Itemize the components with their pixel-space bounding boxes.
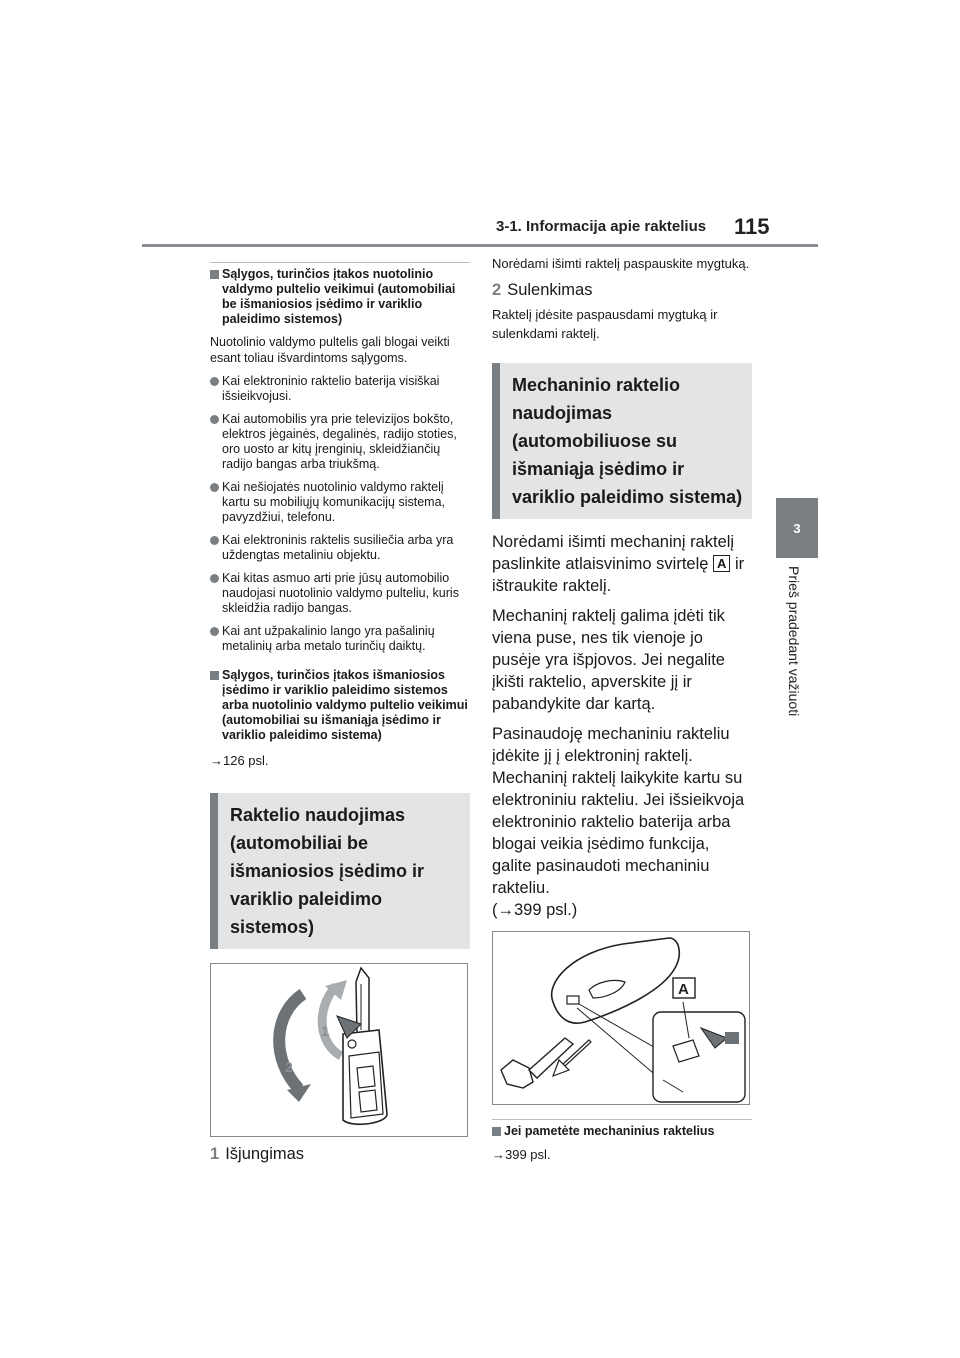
step-number: 2 (492, 281, 502, 299)
section-title: Raktelio naudojimas (automobiliai be išmaniosios įsėdimo ir variklio paleidimo sistemos) (230, 804, 425, 937)
chapter-label-area (752, 566, 832, 736)
list-item: Kai automobilis yra prie televizijos bokšto, elektros jėgainės, degalinės, radijo stoties, oro uosto ar kitų įrenginių, skleidžiančių radijo bangas arba triukšmą. (210, 412, 470, 472)
lost-keys-heading: Jei pametėte mechaninius raktelius (492, 1119, 752, 1139)
step-number: 1 (210, 1144, 220, 1163)
section-title-box (492, 363, 752, 519)
page-number: 115 (734, 214, 770, 239)
section-title-box (210, 793, 470, 949)
round-bullet-icon (210, 627, 219, 636)
key-fold-figure (210, 963, 468, 1137)
condition-intro: Nuotolinio valdymo pultelis gali blogai veikti esant toliau išvardintoms sąlygoms. (210, 335, 450, 365)
header-rule (142, 244, 818, 247)
step-1 (210, 1143, 470, 1165)
round-bullet-icon (210, 536, 219, 545)
list-item: Kai kitas asmuo arti prie jūsų automobilio naudojasi nuotolinio valdymo pulteliu, kuris skleidžia radijo bangas. (210, 571, 470, 616)
figure-label-a: A (678, 981, 689, 998)
page-reference: (→399 psl.) (492, 901, 578, 919)
round-bullet-icon (210, 483, 219, 492)
chapter-label: Prieš pradedant važiuoti (786, 566, 802, 717)
step-label: Išjungimas (225, 1144, 305, 1163)
list-item: Kai elektroninio raktelio baterija visiškai išsieikvojusi. (210, 374, 470, 404)
chapter-number: 3 (793, 520, 801, 536)
list-item: Kai ant užpakalinio lango yra pašalinių metalinių arba metalo turinčių daiktų. (210, 624, 470, 654)
list-item: Kai elektroninis raktelis susiliečia arba yra uždengtas metaliniu objektu. (210, 533, 470, 563)
paragraph-keep-key: Pasinaudoję mechaniniu rakteliu įdėkite jį į elektroninį raktelį. Mechaninį raktelį laikykite kartu su elektroniniu rakteliu. Jei išsieikvoja elektroninio raktelio baterija arba blogai veikia įsėdimo funkcija, galite pasinaudoti mechaniniu rakteliu. (492, 725, 745, 897)
right-column (492, 254, 752, 1163)
mechanical-key-figure (492, 931, 750, 1105)
fold-key-text: Raktelį įdėsite paspausdami mygtuką ir sulenkdami raktelį. (492, 307, 718, 341)
round-bullet-icon (210, 574, 219, 583)
page-reference: →399 psl. (492, 1147, 551, 1162)
chapter-tab (776, 498, 818, 558)
condition-heading-2: Sąlygos, turinčios įtakos išmaniosios įsėdimo ir variklio paleidimo sistemos arba nuotolinio valdymo pultelio veikimui (automobiliai su išmaniąja įsėdimo ir variklio paleidimo sistema) (210, 664, 470, 743)
page-reference: →126 psl. (210, 753, 269, 768)
section-title: Mechaninio raktelio naudojimas (automobiliuose su išmaniąja įsėdimo ir variklio paleidimo sistema) (512, 375, 743, 507)
round-bullet-icon (210, 415, 219, 424)
section-header: 3-1. Informacija apie raktelius (496, 218, 707, 235)
list-item: Kai nešiojatės nuotolinio valdymo raktelį kartu su mobiliųjų komunikacijų sistema, pavyzdžiui, telefonu. (210, 480, 470, 525)
mechanical-key-illustration (493, 932, 749, 1104)
round-bullet-icon (210, 377, 219, 386)
flip-key-illustration (211, 964, 467, 1136)
square-bullet-icon (492, 1127, 501, 1136)
left-column (210, 262, 470, 1165)
paragraph-insert-mechanical: Mechaninį raktelį galima įdėti tik viena puse, nes tik vienoje jo pusėje yra išpjovos. Jei negalite įkišti raktelio, apverskite jį ir pabandykite dar kartą. (492, 607, 725, 713)
square-bullet-icon (210, 671, 219, 680)
figure-label-1: 1 (321, 1022, 329, 1039)
condition-heading-1: Sąlygos, turinčios įtakos nuotolinio valdymo pultelio veikimui (automobiliai be išmaniosios įsėdimo ir variklio paleidimo sistemos) (210, 262, 470, 327)
square-bullet-icon (210, 270, 219, 279)
step-2 (492, 279, 752, 301)
paragraph-remove-mechanical: Norėdami išimti mechaninį raktelį paslinkite atlaisvinimo svirtelę A ir ištraukite raktelį. (492, 533, 745, 595)
marker-a: A (713, 555, 730, 572)
step-label: Sulenkimas (507, 281, 593, 299)
figure-label-2: 2 (285, 1058, 293, 1075)
remove-key-text: Norėdami išimti raktelį paspauskite mygtuką. (492, 256, 750, 271)
